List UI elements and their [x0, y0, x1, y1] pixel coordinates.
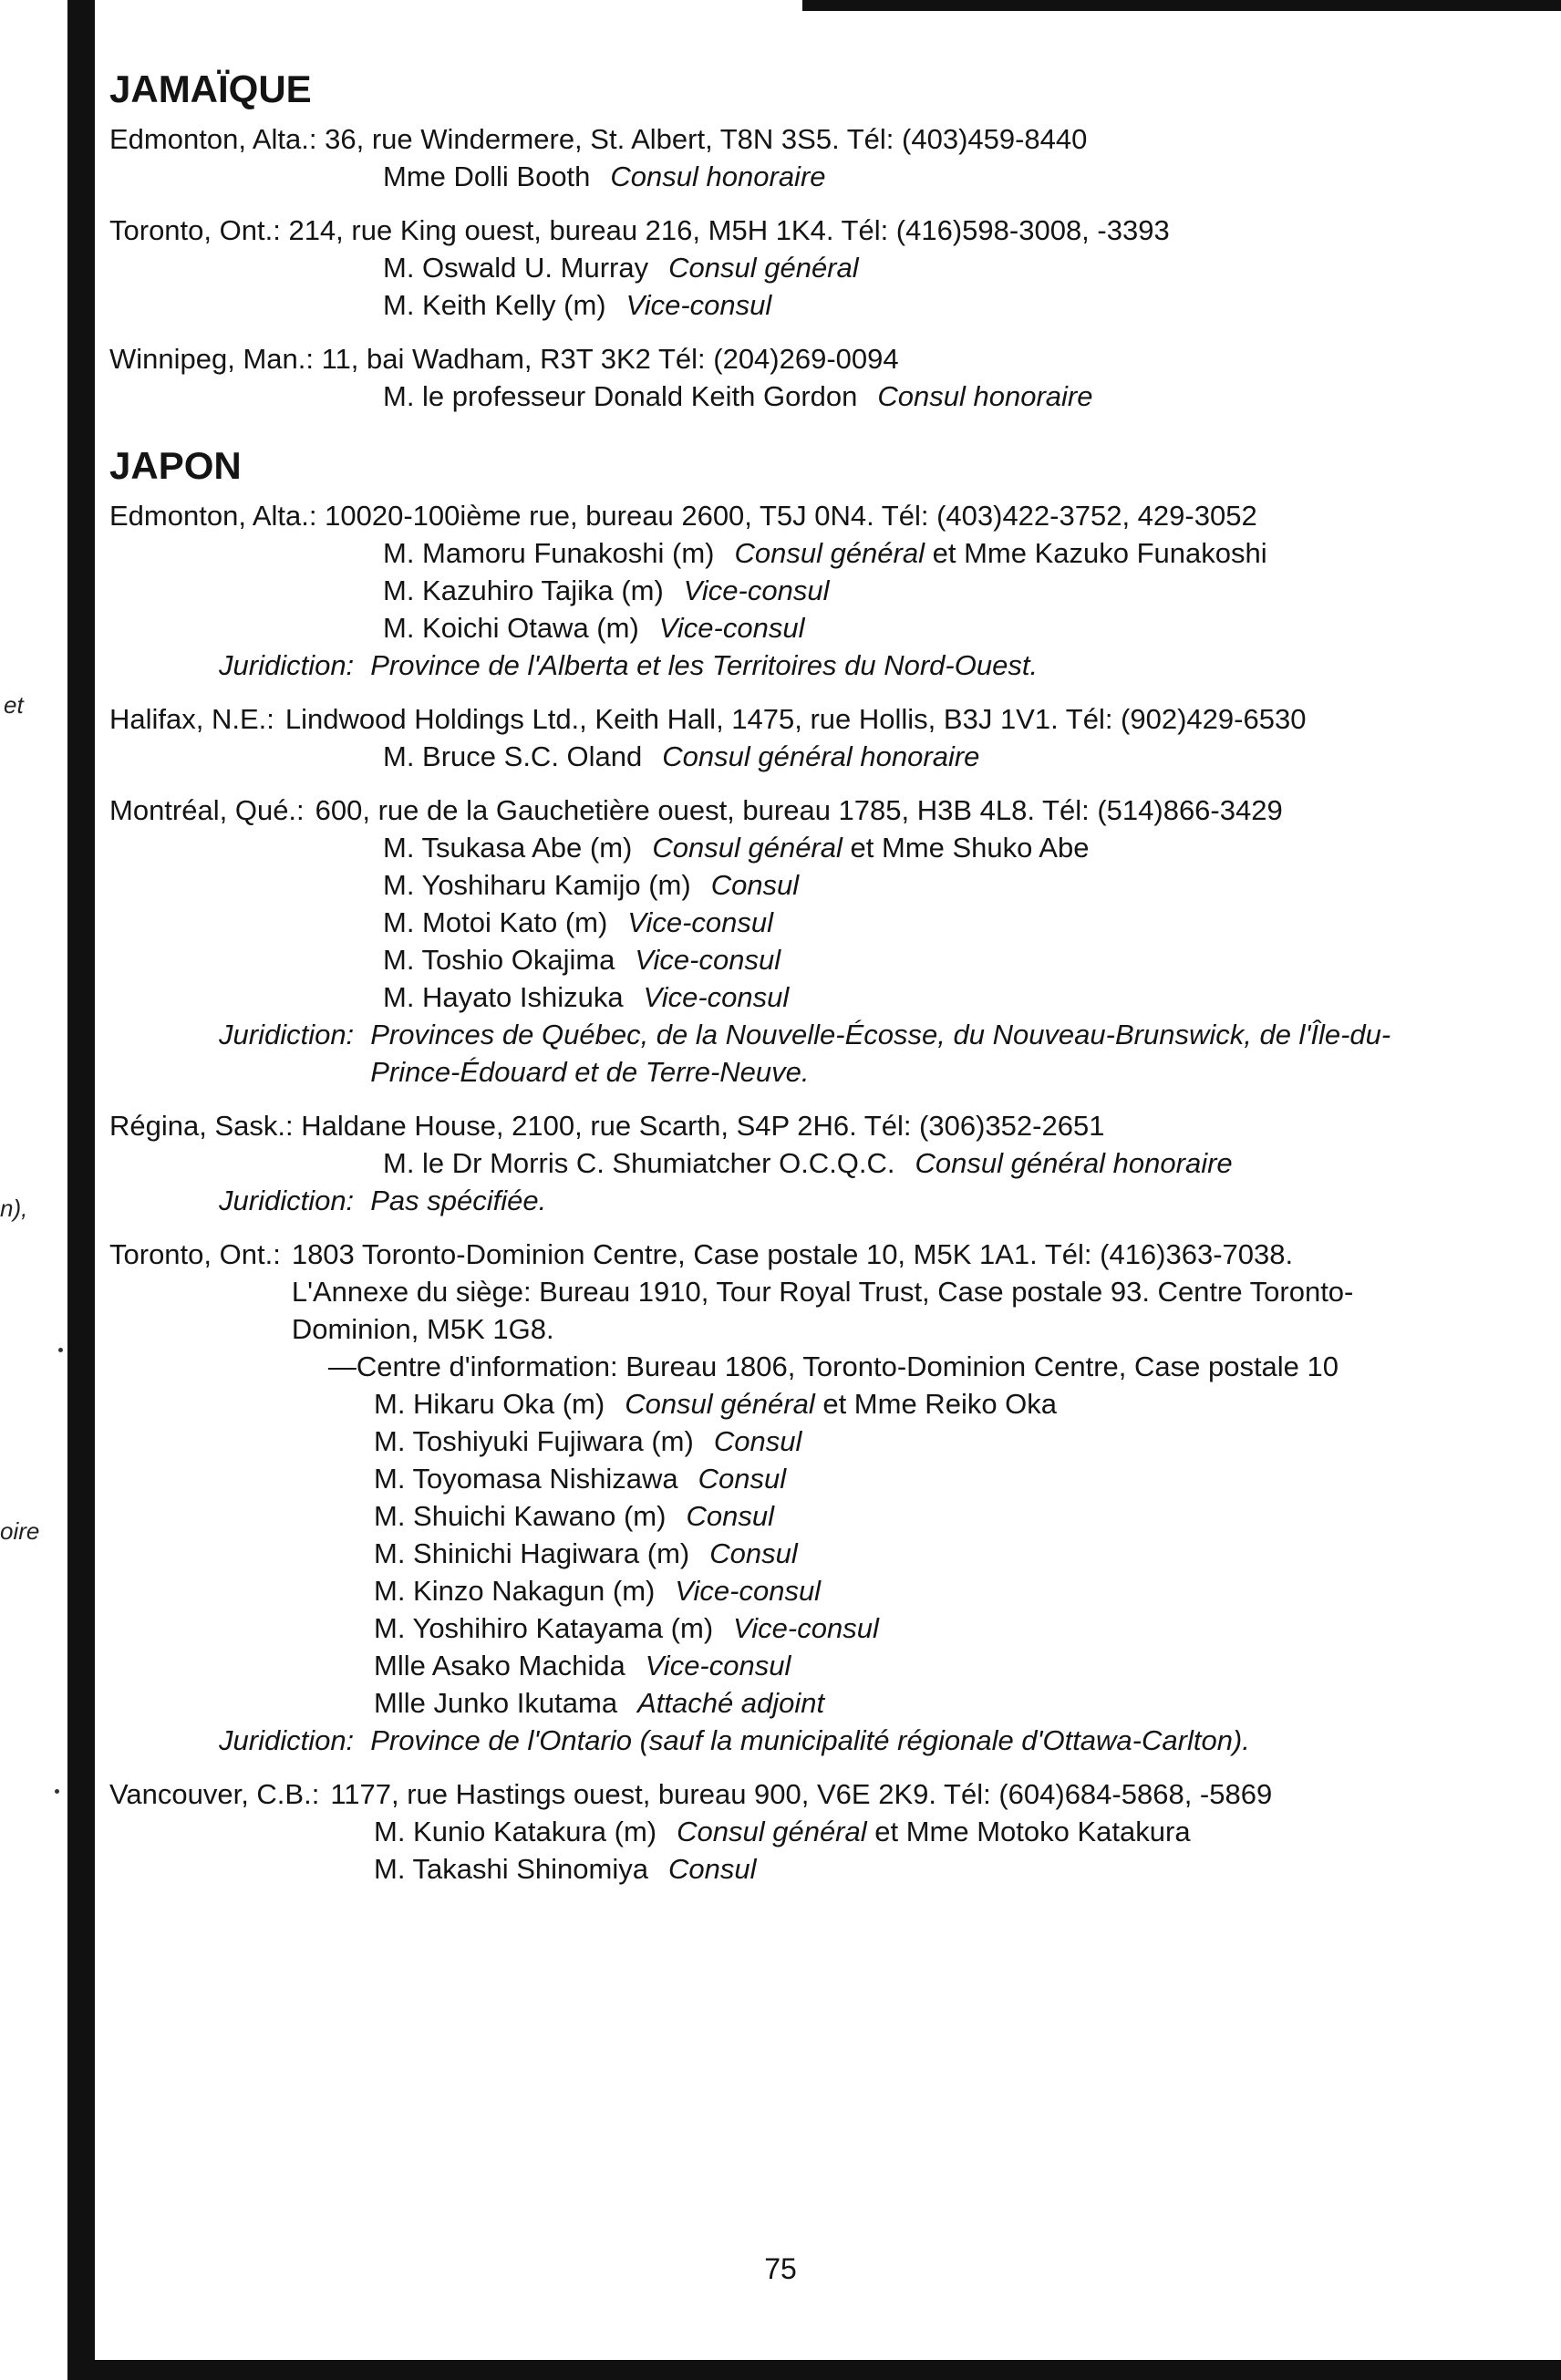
staff-row	[109, 1144, 1441, 1182]
information-centre: —Centre d'information: Bureau 1806, Toronto-Dominion Centre, Case postale 10	[327, 1350, 1339, 1382]
staff-name: M. Hayato Ishizuka	[383, 981, 624, 1013]
staff-name: M. Shinichi Hagiwara (m)	[374, 1537, 690, 1569]
staff-name: M. Mamoru Funakoshi (m)	[383, 537, 715, 569]
staff-row	[109, 286, 1441, 324]
staff-name: Mlle Asako Machida	[374, 1650, 625, 1682]
city-label: Edmonton, Alta.:	[109, 500, 317, 532]
staff-name: M. Toyomasa Nishizawa	[374, 1463, 678, 1495]
city-label: Montréal, Qué.:	[109, 794, 305, 826]
staff-name: Mlle Junko Ikutama	[374, 1687, 618, 1719]
jurisdiction-label: Juridiction:	[219, 1185, 355, 1216]
staff-name: M. Oswald U. Murray	[383, 252, 649, 284]
staff-title: Consul honoraire	[610, 160, 826, 192]
staff-row	[109, 1460, 1441, 1497]
staff-name: M. Bruce S.C. Oland	[383, 740, 643, 772]
city-label: Winnipeg, Man.:	[109, 343, 314, 375]
top-edge-shadow	[802, 0, 1561, 11]
staff-title: Consul honoraire	[877, 380, 1093, 412]
staff-row	[109, 1423, 1441, 1460]
staff-title: Consul	[710, 869, 800, 901]
staff-row	[109, 738, 1441, 775]
margin-fragment-n: n),	[0, 1195, 28, 1222]
staff-name: M. Yoshiharu Kamijo (m)	[383, 869, 691, 901]
jurisdiction	[109, 647, 1441, 684]
staff-row	[109, 904, 1441, 941]
staff-name: M. Hikaru Oka (m)	[374, 1388, 605, 1420]
jurisdiction-text: Province de l'Alberta et les Territoires du Nord-Ouest.	[370, 649, 1039, 681]
staff-row	[109, 158, 1441, 195]
address: 36, rue Windermere, St. Albert, T8N 3S5. Tél: (403)459-8440	[325, 123, 1088, 155]
staff-name: M. Yoshihiro Katayama (m)	[374, 1612, 714, 1644]
staff-name: M. Kazuhiro Tajika (m)	[383, 574, 664, 606]
staff-name: M. Keith Kelly (m)	[383, 289, 606, 321]
margin-dot	[55, 1789, 59, 1794]
staff-title: Vice-consul	[645, 1650, 791, 1682]
city-label: Toronto, Ont.:	[109, 214, 281, 246]
jurisdiction-label: Juridiction:	[219, 649, 355, 681]
spouse: et Mme Reiko Oka	[822, 1388, 1058, 1420]
consulate-entry	[109, 1775, 1441, 1888]
city-label: Toronto, Ont.:	[109, 1238, 281, 1270]
staff-name: M. Shuichi Kawano (m)	[374, 1500, 667, 1532]
page-number: 75	[764, 2252, 797, 2285]
staff-row	[109, 1609, 1441, 1647]
spouse: et Mme Motoko Katakura	[874, 1816, 1191, 1847]
staff-row	[109, 941, 1441, 978]
consulate-entry	[109, 497, 1441, 684]
staff-title: Consul général	[677, 1816, 867, 1847]
address: 600, rue de la Gauchetière ouest, bureau 1785, H3B 4L8. Tél: (514)866-3429	[315, 794, 1283, 826]
jurisdiction	[109, 1016, 1441, 1091]
spouse: et Mme Kazuko Funakoshi	[932, 537, 1267, 569]
staff-name: M. Kinzo Nakagun (m)	[374, 1575, 656, 1607]
address: 1803 Toronto-Dominion Centre, Case postale 10, M5K 1A1. Tél: (416)363-7038.	[291, 1238, 1294, 1270]
staff-title: Vice-consul	[733, 1612, 879, 1644]
annex-address: L'Annexe du siège: Bureau 1910, Tour Royal Trust, Case postale 93. Centre Toronto-Dominion, M5K 1G8.	[291, 1276, 1354, 1345]
address-block	[292, 1236, 1441, 1385]
staff-name: M. le professeur Donald Keith Gordon	[383, 380, 858, 412]
consulate-entry	[109, 212, 1441, 324]
staff-row	[109, 978, 1441, 1016]
margin-fragment-et: et	[4, 691, 24, 719]
staff-row	[109, 1850, 1441, 1888]
staff-row	[109, 572, 1441, 609]
consulate-entry	[109, 120, 1441, 195]
city-label: Vancouver, C.B.:	[109, 1778, 320, 1810]
staff-name: M. Motoi Kato (m)	[383, 906, 608, 938]
staff-title: Consul général	[734, 537, 925, 569]
country-heading-jamaique: JAMAÏQUE	[109, 67, 312, 110]
consulate-entry	[109, 1236, 1441, 1759]
margin-fragment-oire: oire	[0, 1517, 40, 1545]
staff-title: Vice-consul	[627, 906, 774, 938]
staff-title: Vice-consul	[675, 1575, 822, 1607]
jurisdiction-text: Provinces de Québec, de la Nouvelle-Écosse, du Nouveau-Brunswick, de l'Île-du-Prince-Édouard et de Terre-Neuve.	[370, 1019, 1391, 1088]
jurisdiction	[109, 1722, 1441, 1759]
staff-row	[109, 609, 1441, 647]
jurisdiction-label: Juridiction:	[219, 1724, 355, 1756]
spouse: et Mme Shuko Abe	[850, 832, 1090, 864]
staff-row	[109, 378, 1441, 415]
city-label: Régina, Sask.:	[109, 1110, 294, 1142]
staff-row	[109, 866, 1441, 904]
staff-row	[109, 1647, 1441, 1684]
bottom-edge-shadow	[95, 2360, 1561, 2380]
staff-name: M. Koichi Otawa (m)	[383, 612, 639, 644]
binding-shadow	[67, 0, 95, 2380]
jurisdiction-text: Province de l'Ontario (sauf la municipalité régionale d'Ottawa-Carlton).	[370, 1724, 1250, 1756]
staff-name: M. le Dr Morris C. Shumiatcher O.C.Q.C.	[383, 1147, 895, 1179]
staff-name: M. Toshiyuki Fujiwara (m)	[374, 1425, 694, 1457]
staff-row	[109, 1684, 1441, 1722]
jurisdiction-label: Juridiction:	[219, 1019, 355, 1050]
country-heading-japon: JAPON	[109, 444, 242, 487]
staff-title: Consul général	[652, 832, 843, 864]
jurisdiction-text: Pas spécifiée.	[370, 1185, 547, 1216]
staff-title: Consul général honoraire	[915, 1147, 1233, 1179]
staff-title: Consul général honoraire	[662, 740, 980, 772]
staff-title: Vice-consul	[683, 574, 830, 606]
jurisdiction	[109, 1182, 1441, 1219]
address: 214, rue King ouest, bureau 216, M5H 1K4. Tél: (416)598-3008, -3393	[288, 214, 1170, 246]
staff-row	[109, 829, 1441, 866]
consulate-entry	[109, 1107, 1441, 1219]
address: 1177, rue Hastings ouest, bureau 900, V6E 2K9. Tél: (604)684-5868, -5869	[330, 1778, 1273, 1810]
staff-title: Vice-consul	[643, 981, 790, 1013]
address: Haldane House, 2100, rue Scarth, S4P 2H6. Tél: (306)352-2651	[301, 1110, 1105, 1142]
staff-title: Consul	[667, 1853, 757, 1885]
staff-name: M. Tsukasa Abe (m)	[383, 832, 633, 864]
consulate-entry	[109, 792, 1441, 1091]
staff-row	[109, 1572, 1441, 1609]
staff-title: Consul	[686, 1500, 774, 1532]
staff-title: Vice-consul	[625, 289, 772, 321]
staff-row	[109, 1385, 1441, 1423]
staff-row	[109, 1497, 1441, 1535]
staff-title: Attaché adjoint	[637, 1687, 825, 1719]
left-margin-strip	[0, 0, 67, 2380]
staff-title: Vice-consul	[658, 612, 805, 644]
city-label: Halifax, N.E.:	[109, 703, 274, 735]
staff-name: M. Takashi Shinomiya	[374, 1853, 648, 1885]
staff-name: Mme Dolli Booth	[383, 160, 591, 192]
staff-row	[109, 1813, 1441, 1850]
consulate-entry	[109, 340, 1441, 415]
staff-name: M. Toshio Okajima	[383, 944, 615, 976]
staff-title: Consul général	[625, 1388, 815, 1420]
staff-title: Consul	[713, 1425, 802, 1457]
staff-title: Vice-consul	[635, 944, 781, 976]
staff-name: M. Kunio Katakura (m)	[374, 1816, 657, 1847]
address: Lindwood Holdings Ltd., Keith Hall, 1475, rue Hollis, B3J 1V1. Tél: (902)429-6530	[284, 703, 1307, 735]
city-label: Edmonton, Alta.:	[109, 123, 317, 155]
staff-title: Consul général	[668, 252, 859, 284]
staff-row	[109, 1535, 1441, 1572]
staff-row	[109, 534, 1441, 572]
staff-title: Consul	[709, 1537, 798, 1569]
staff-row	[109, 249, 1441, 286]
staff-title: Consul	[698, 1463, 787, 1495]
margin-dot	[58, 1348, 63, 1352]
document-page	[109, 64, 1441, 1904]
address: 10020-100ième rue, bureau 2600, T5J 0N4. Tél: (403)422-3752, 429-3052	[325, 500, 1257, 532]
address: 11, bai Wadham, R3T 3K2 Tél: (204)269-0094	[321, 343, 899, 375]
consulate-entry	[109, 700, 1441, 775]
